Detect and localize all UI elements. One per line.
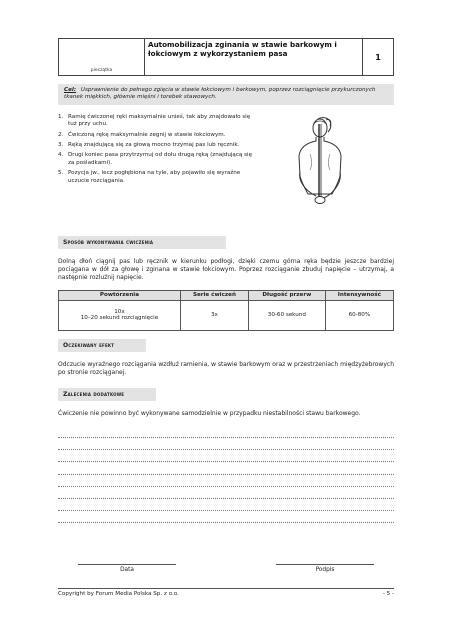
table-cell: 30-60 sekund [248, 300, 325, 330]
note-line[interactable] [58, 426, 394, 438]
header-table [58, 38, 394, 76]
signature-field[interactable]: Podpis [276, 564, 374, 573]
table-header: Długość przerw [248, 290, 325, 300]
note-line[interactable] [58, 475, 394, 487]
page-footer [58, 588, 394, 597]
steps-section [58, 114, 394, 226]
page-number: - 5 - [382, 591, 394, 597]
method-text: Dolną dłoń ciągnij pas lub ręcznik w kierunku podłogi, dzięki czemu górna ręka będzie jeszcze bardziej pociągana w dół za głowę i zginana w stawie łokciowym. Poprzez rozciąganie zbuduj napięcie – utrzymaj, a następnie rozluźnij napięcie. [58, 257, 394, 281]
list-item: 5. Pozycja jw., lecz pogłębiona na tyle, aby pojawiło się wyraźne uczucie rozciągania. [58, 170, 241, 184]
note-line[interactable] [58, 487, 394, 499]
effect-text: Odczucie wyraźnego rozciągania wzdłuż ramienia, w stawie barkowym oraz w przestrzeniach międzyżebrowych po stronie rozciąganej. [58, 360, 394, 376]
table-header: Serie ćwiczeń [180, 290, 248, 300]
parameters-table [58, 290, 394, 331]
list-item: 1. Ramię ćwiczonej ręki maksymalnie unieś, tak aby znajdowało się tuż przy uchu. [58, 113, 251, 128]
table-cell: 60-80% [325, 300, 393, 330]
stamp-box [59, 39, 145, 75]
exercise-number: 1 [375, 52, 381, 62]
date-field[interactable]: Data [78, 564, 176, 573]
list-item: 3. Ręką znajdującą się za głową mocno trzymaj pas lub ręcznik. [58, 142, 240, 149]
note-line[interactable] [58, 450, 394, 462]
table-header: Intensywność [325, 290, 393, 300]
list-item: 2. Ćwiczoną rękę maksymalnie zegnij w stawie łokciowym. [58, 131, 226, 138]
section-header-effect: Oczekiwany efekt [58, 339, 146, 352]
exercise-title: Automobilizacja zginania w stawie barkowym i łokciowym z wykorzystaniem pasa [145, 39, 363, 75]
exercise-illustration [286, 114, 356, 214]
table-cell: 3x [180, 300, 248, 330]
copyright-text: Copyright by Forum Media Polska Sp. z o.o. [58, 591, 179, 597]
note-line[interactable] [58, 438, 394, 450]
note-line[interactable] [58, 462, 394, 474]
section-header-recommendations: Zalecenia dodatkowe [58, 388, 156, 401]
recommendations-text: Ćwiczenie nie powinno być wykonywane samodzielnie w przypadku niestabilności stawu barkowego. [58, 409, 361, 417]
note-line[interactable] [58, 511, 394, 523]
goal-label: Cel: [64, 87, 77, 93]
list-item: 4. Drugi koniec pasa przytrzymuj od dołu drugą ręką (znajdującą się za pośladkami). [58, 152, 253, 166]
stamp-label: pieczątka [90, 68, 113, 73]
goal-text: Usprawnienie do pełnego zgięcia w stawie łokciowym i barkowym, poprzez rozciągnięcie przykurczonych tkanek miękkich, głównie mięśni i torebek stawowych. [64, 87, 376, 101]
section-header-method: Sposób wykonywania ćwiczenia [58, 236, 226, 249]
notes-lines [58, 426, 394, 524]
table-cell: 10x 10–20 sekund rozciągnięcie [59, 300, 181, 330]
table-row [59, 300, 394, 330]
goal-box [58, 84, 394, 105]
note-line[interactable] [58, 499, 394, 511]
worksheet-page [58, 38, 394, 523]
table-header: Powtórzenia [59, 290, 181, 300]
steps-list [58, 114, 258, 188]
signature-area [58, 564, 394, 580]
